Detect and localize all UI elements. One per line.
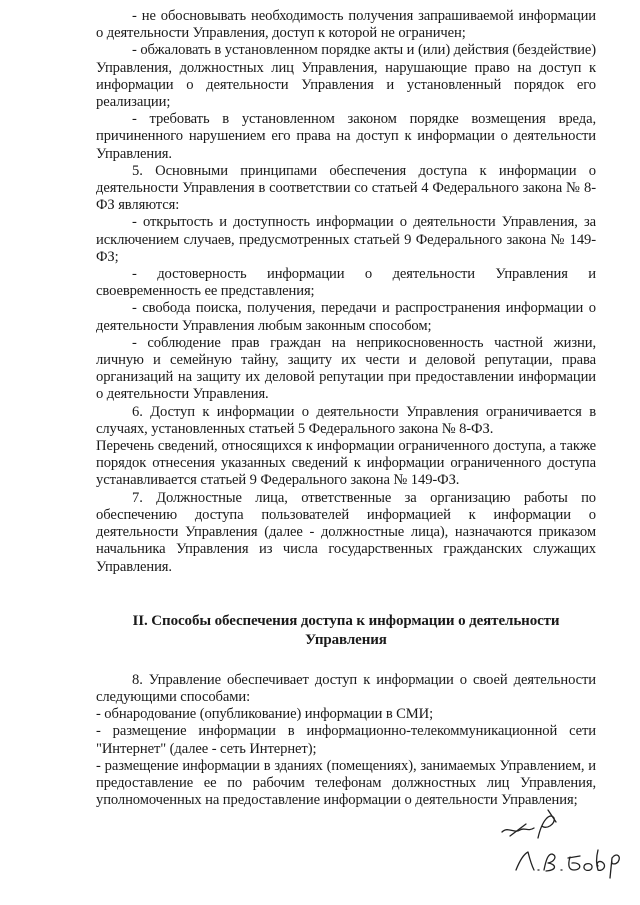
paragraph-3: - требовать в установленном законом порядке возмещения вреда, причиненного нарушением его права на доступ к информации о деятельности Управления. — [96, 111, 596, 162]
paragraph-9: 6. Доступ к информации о деятельности Управления ограничивается в случаях, установленных статьей 5 Федерального закона № 8-ФЗ. — [96, 403, 596, 437]
paragraph-4: 5. Основными принципами обеспечения доступа к информации о деятельности Управления в соответствии со статьей 4 Федерального закона № 8-ФЗ являются: — [96, 162, 596, 214]
paragraph-7: - свобода поиска, получения, передачи и распространения информации о деятельности Управления любым законным способом; — [96, 300, 596, 334]
paragraph-1: - не обосновывать необходимость получения запрашиваемой информации о деятельности Управления, доступ к которой не ограничен; — [96, 8, 596, 42]
paragraph-5: - открытость и доступность информации о деятельности Управления, за исключением случаев, предусмотренных статьей 9 Федерального закона № 149-ФЗ; — [96, 214, 596, 265]
handwritten-signature — [498, 800, 628, 895]
paragraph-2: - обжаловать в установленном порядке акты и (или) действия (бездействие) Управления, должностных лиц Управления, нарушающие право на доступ к информации о деятельности Управления и установленный порядок его реализации; — [96, 42, 596, 111]
paragraph-11: 7. Должностные лица, ответственные за организацию работы по обеспечению доступа пользователей информацией к информации о деятельности Управления (далее - должностные лица), назначаются приказом начальника Управления из числа государственных гражданских служащих Управления. — [96, 489, 596, 575]
signature-icon — [498, 800, 628, 895]
paragraph-10: Перечень сведений, относящихся к информации ограниченного доступа, а также порядок отнесения указанных сведений к информации ограниченного доступа устанавливается статьей 9 Федерального закона № 149-ФЗ. — [96, 438, 596, 489]
paragraph-6: - достоверность информации о деятельности Управления и своевременность ее представления; — [96, 266, 596, 300]
paragraph-12: 8. Управление обеспечивает доступ к информации о своей деятельности следующими способами: — [96, 671, 596, 705]
section-heading: II. Способы обеспечения доступа к информации о деятельности Управления — [132, 612, 560, 648]
paragraph-8: - соблюдение прав граждан на неприкосновенность частной жизни, личную и семейную тайну, защиту их чести и деловой репутации, права организаций на защиту их деловой репутации при предоставлении информации о деятельности Управления. — [96, 334, 596, 403]
paragraph-15: - размещение информации в зданиях (помещениях), занимаемых Управлением, и предоставление ее по рабочим телефонам должностных лиц Управления, уполномоченных на предоставление информации о деятельности Управления; — [96, 757, 596, 809]
document-body — [96, 8, 596, 809]
paragraph-14: - размещение информации в информационно-телекоммуникационной сети "Интернет" (далее - сеть Интернет); — [96, 723, 596, 757]
paragraph-13: - обнародование (опубликование) информации в СМИ; — [96, 706, 434, 723]
